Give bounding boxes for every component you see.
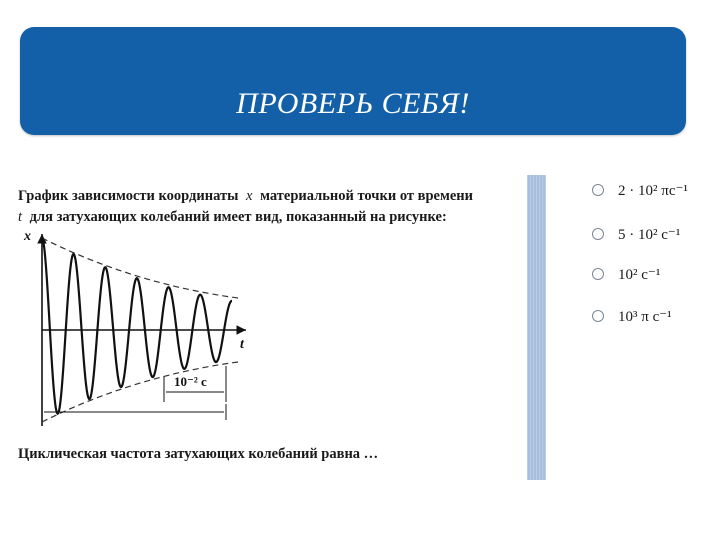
x-axis-label: x xyxy=(24,229,31,244)
radio-button[interactable] xyxy=(592,184,604,196)
variable-t: t xyxy=(18,209,23,225)
period-label: 10⁻² c xyxy=(174,374,207,389)
question-line2-text: для затухающих колебаний имеет вид, показанный на рисунке: xyxy=(29,209,447,225)
answer-text: 10³ π c⁻¹ xyxy=(618,308,672,325)
question-closing: Циклическая частота затухающих колебаний равна … xyxy=(18,446,379,462)
question-line2 xyxy=(18,207,508,228)
question-line1-start: График зависимости координаты xyxy=(18,188,239,204)
radio-button[interactable] xyxy=(592,228,604,240)
variable-x: x xyxy=(246,188,253,204)
answer-text: 2 · 10² πc⁻¹ xyxy=(618,182,688,199)
question-text xyxy=(18,186,508,228)
answer-option[interactable] xyxy=(592,263,712,285)
oscillation-graph xyxy=(14,226,254,436)
answer-text: 5 · 10² c⁻¹ xyxy=(618,226,681,243)
answer-text: 10² c⁻¹ xyxy=(618,266,661,283)
answer-option[interactable] xyxy=(592,305,712,327)
radio-button[interactable] xyxy=(592,310,604,322)
t-axis-label: t xyxy=(240,337,244,352)
answer-option[interactable] xyxy=(592,223,712,245)
answer-option[interactable] xyxy=(592,179,712,201)
title-banner xyxy=(20,27,686,135)
scrollbar[interactable] xyxy=(527,175,546,480)
page-title: ПРОВЕРЬ СЕБЯ! xyxy=(236,87,470,120)
radio-button[interactable] xyxy=(592,268,604,280)
question-line1-end: материальной точки от времени xyxy=(260,188,473,204)
